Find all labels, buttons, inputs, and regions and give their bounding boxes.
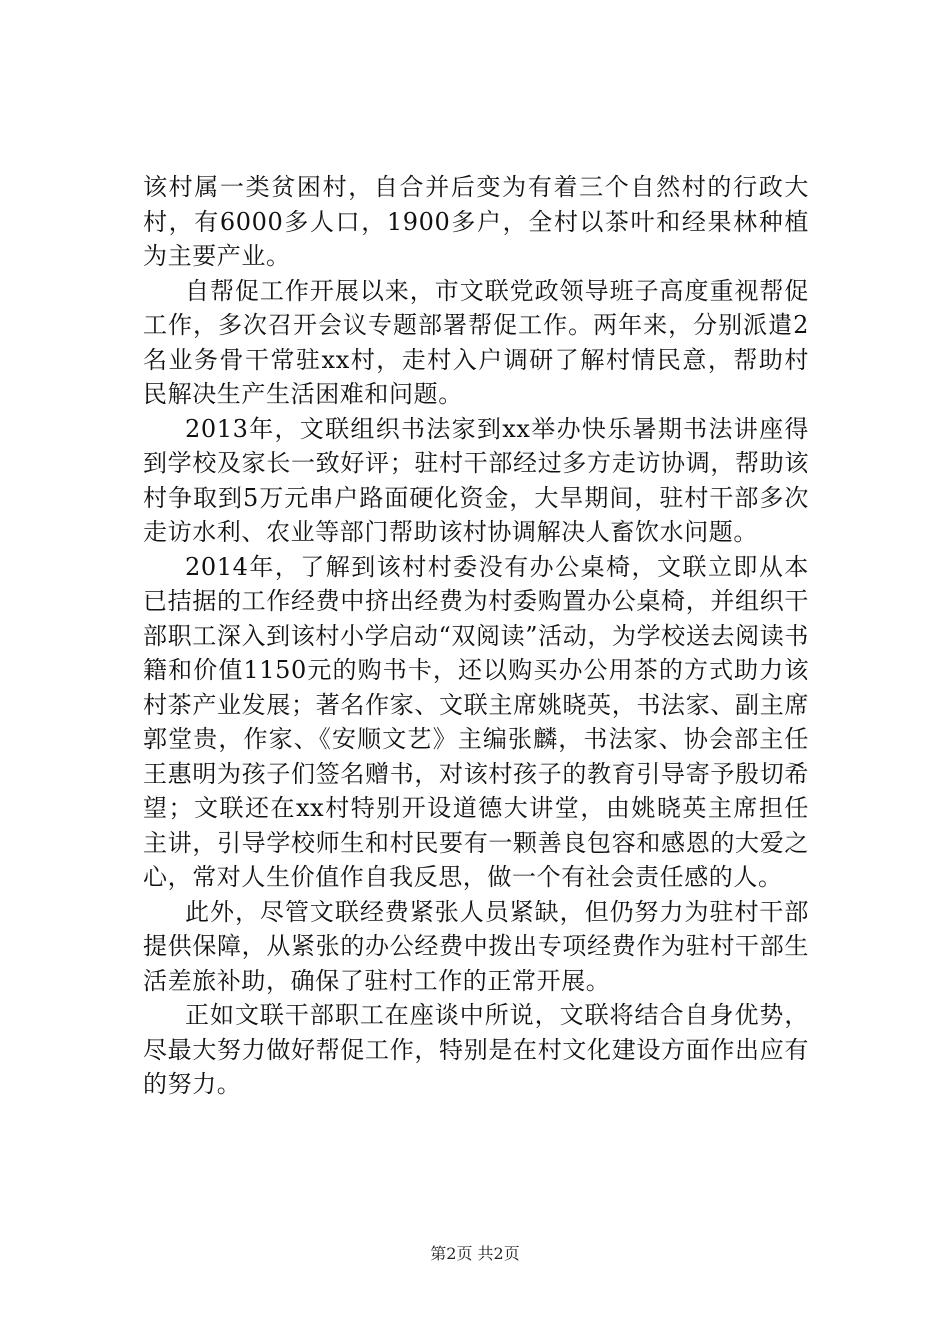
paragraph-2014: 2014年，了解到该村村委没有办公桌椅，文联立即从本已拮据的工作经费中挤出经费为村委购置办公桌椅，并组织干部职工深入到该村小学启动“双阅读”活动，为学校送去阅读书籍和价值1150元的购书卡，还以购买办公用茶的方式助力该村茶产业发展；著名作家、文联主席姚晓英，书法家、副主席郭堂贵，作家、《安顺文艺》主编张麟，书法家、协会部主任王惠明为孩子们签名赠书，对该村孩子的教育引导寄予殷切希望；文联还在xx村特别开设道德大讲堂，由姚晓英主席担任主讲，引导学校师生和村民要有一颗善良包容和感恩的大爱之心，常对人生价值作自我反思，做一个有社会责任感的人。: [143, 552, 809, 891]
paragraph-village-overview: 该村属一类贫困村，自合并后变为有着三个自然村的行政大村，有6000多人口，1900多户，全村以茶叶和经果林种植为主要产业。: [143, 173, 809, 270]
paragraph-2013: 2013年，文联组织书法家到xx举办快乐暑期书法讲座得到学校及家长一致好评；驻村干部经过多方走访协调，帮助该村争取到5万元串户路面硬化资金，大旱期间，驻村干部多次走访水利、农业等部门帮助该村协调解决人畜饮水问题。: [143, 414, 809, 546]
page-footer: 第2页 共2页: [430, 1244, 520, 1263]
paragraph-funding-support: 此外，尽管文联经费紧张人员紧缺，但仍努力为驻村干部提供保障，从紧张的办公经费中拨出专项经费作为驻村干部生活差旅补助，确保了驻村工作的正常开展。: [143, 897, 809, 995]
document-body: [143, 170, 809, 1102]
paragraph-conclusion: 正如文联干部职工在座谈中所说，文联将结合自身优势，尽最大努力做好帮促工作，特别是在村文化建设方面作出应有的努力。: [143, 1001, 809, 1098]
paragraph-assistance-work: 自帮促工作开展以来，市文联党政领导班子高度重视帮促工作，多次召开会议专题部署帮促工作。两年来，分别派遣2名业务骨干常驻xx村，走村入户调研了解村情民意，帮助村民解决生产生活困难和问题。: [143, 276, 809, 408]
